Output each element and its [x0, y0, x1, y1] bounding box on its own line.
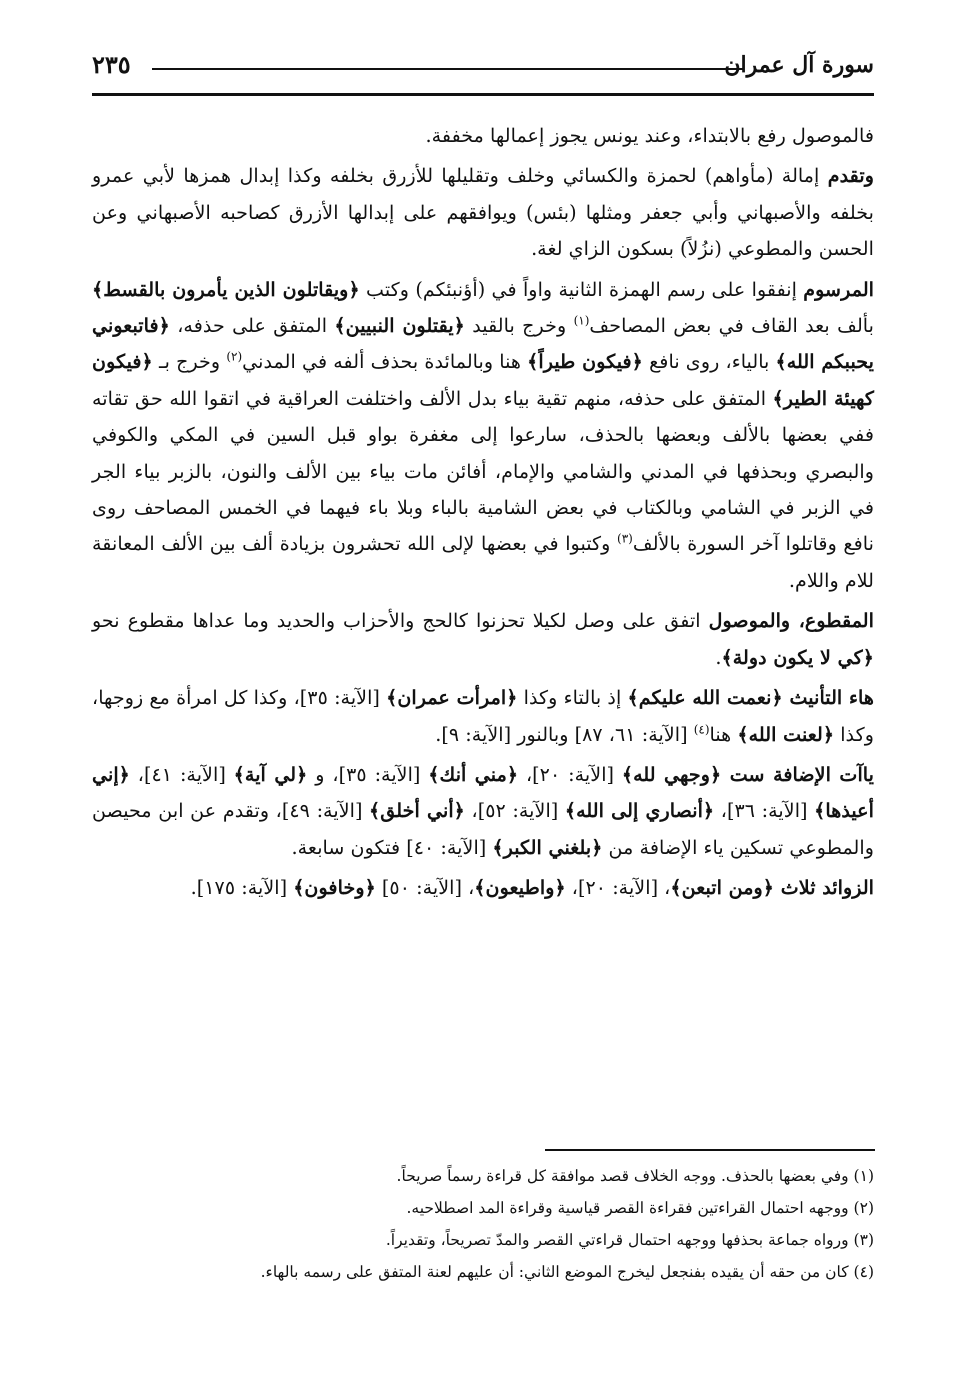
- quran-quote: ﴿كي لا يكون دولة﴾: [721, 645, 874, 669]
- quran-quote: ﴿فاتبعوني يحببكم الله﴾: [92, 314, 874, 374]
- footnote-3: (٣) ورواه جماعة بحذفها ووجهه احتمال قراءتي القصر والمدّ تصريحاً، وتقديراً.: [385, 1231, 874, 1249]
- footnote-1: (١) وفي بعضها بالحذف. ووجه الخلاف قصد موافقة كل قراءة رسماً صريحاً.: [396, 1167, 874, 1185]
- quran-quote: ﴿وجهي لله﴾: [621, 762, 730, 786]
- header-rule: [92, 93, 874, 96]
- footnote-2: (٢) ووجهه احتمال القراءتين فقراءة القصر قياسية وقراءة المد اصطلاحيه.: [406, 1199, 874, 1217]
- quran-quote: ﴿لي آية﴾: [233, 762, 308, 786]
- quran-quote: ﴿فيكون كهيئة الطير﴾: [92, 350, 874, 410]
- quran-quote: ﴿يقتلون النبيين﴾: [334, 314, 465, 338]
- quran-quote: ﴿مني أنك﴾: [428, 762, 519, 786]
- paragraph-heading: الزوائد ثلاث: [780, 876, 874, 900]
- header-divider-line: [152, 68, 744, 70]
- paragraph-heading: وتقدم: [827, 164, 874, 188]
- quran-quote: ﴿وخافون﴾: [293, 876, 376, 900]
- footnote-4: (٤) كان من حقه أن يقيده بفنجعل ليخرج الموضع الثاني: أن عليهم لعنة المتفق على رسمه بالهاء.: [260, 1263, 874, 1281]
- paragraph-heading: ياآت الإضافة ست: [729, 762, 874, 786]
- paragraph-6: ياآت الإضافة ست ﴿وجهي لله﴾ [الآية: ٢٠]، ﴿مني أنك﴾ [الآية: ٣٥]، و ﴿لي آية﴾ [الآية: ٤١]، ﴿إني أعيذها﴾ [الآية: ٣٦]، ﴿أنصاري إلى الله﴾ [الآية: ٥٢]، ﴿أني أخلق﴾ [الآية: ٤٩]، وتقدم عن ابن محيصن والمطوعي تسكين ياء الإضافة من ﴿بلغني الكبر﴾ [الآية: ٤٠] فتكون سابعة.: [92, 762, 874, 859]
- paragraph-3: المرسوم إنفقوا على رسم الهمزة الثانية واواً في (أؤنبئكم) وكتب ﴿ويقاتلون الذين يأمرون بالقسط﴾ بألف بعد القاف في بعض المصاحف$^{(١)}$ وخرج بالقيد ﴿يقتلون النبيين﴾ المتفق على حذفه، ﴿فاتبعوني يحببكم الله﴾ بالياء، روى نافع ﴿فيكون طيراً﴾ هنا وبالمائدة بحذف ألفه في المدني$^{(٢)}$ وخرج بـ ﴿فيكون كهيئة الطير﴾ المتفق على حذفه، منهم تقية بياء بدل الألف واختلفت العراقية في اتقوا الله حق تقاته ففي بعضها بالألف وبعضها بالحذف، سارعوا إلى مغفرة بواو قبل السين في المكي والكوفي والبصري وبحذفها في المدني والشامي والإمام، أفائن مات بياء بين الألف والنون، بالزبر بياء الجر في الزبر في الشامي وبالكتاب في بعض الشامية بالباء وبلا باء فيهما في الخمس المصاحف روى نافع وقاتلوا آخر السورة بالألف$^{(٣)}$ وكتبوا في بعضها لإلى الله تحشرون بزيادة ألف بين الألف المعانقة للام واللام.: [92, 277, 874, 592]
- quran-quote: ﴿أنصاري إلى الله﴾: [564, 799, 715, 823]
- quran-quote: ﴿أني أخلق﴾: [369, 799, 465, 823]
- quran-quote: ﴿فيكون طيراً﴾: [527, 350, 643, 374]
- quran-quote: ﴿نعمت الله عليكم﴾: [627, 686, 790, 710]
- paragraph-heading: المقطوع، والموصول: [708, 609, 874, 633]
- paragraph-4: المقطوع، والموصول اتفق على وصل لكيلا تحزنوا كالحج والأحزاب والحديد وما عداها مقطوع نحو ﴿كي لا يكون دولة﴾.: [92, 609, 874, 669]
- paragraph-1: فالموصول رفع بالابتداء، وعند يونس يجوز إعمالها مخففة.: [425, 124, 874, 147]
- quran-quote: ﴿ويقاتلون الذين يأمرون بالقسط﴾: [92, 277, 360, 301]
- footnote-ref-3: (٣): [617, 532, 633, 547]
- quran-quote: ﴿واطيعون﴾: [474, 876, 566, 900]
- paragraph-2: وتقدم إمالة (مأواهم) لحمزة والكسائي وخلف وتقليلها للأزرق بخلفه وكذا إبدال همزها لأبي عمرو بخلفه والأصبهاني وأبي جعفر ومثلها (بئس) ويوافقهم على إبدالها الأزرق كصاحبه الأصبهاني وعن الحسن والمطوعي (نزُلاً) بسكون الزاي لغة.: [92, 164, 874, 261]
- footnote-ref-1: (١): [573, 313, 590, 328]
- paragraph-heading: هاء التأنيث: [789, 686, 874, 710]
- paragraph-heading: المرسوم: [803, 277, 874, 301]
- footnote-ref-2: (٢): [226, 350, 243, 365]
- main-text: [92, 118, 874, 911]
- paragraph-5: هاء التأنيث ﴿نعمت الله عليكم﴾ إذ بالتاء وكذا ﴿امرأت عمران﴾ [الآية: ٣٥]، وكذا كل امرأة مع زوجها، وكذا ﴿لعنت الله﴾ هنا$^{(٤)}$ [الآية: ٦١، ٨٧] وبالنور [الآية: ٩].: [92, 686, 874, 746]
- page-number: ٢٣٥: [92, 50, 131, 79]
- page-header: [92, 44, 874, 96]
- quran-quote: ﴿بلغني الكبر﴾: [492, 835, 603, 859]
- quran-quote: ﴿امرأت عمران﴾: [386, 686, 518, 710]
- quran-quote: ﴿ومن اتبعن﴾: [670, 876, 781, 900]
- footnote-ref-4: (٤): [693, 722, 710, 737]
- quran-quote: ﴿إني أعيذها﴾: [92, 762, 874, 823]
- quran-quote: ﴿لعنت الله﴾: [737, 722, 835, 746]
- footnote-separator: [545, 1149, 875, 1151]
- paragraph-7: الزوائد ثلاث ﴿ومن اتبعن﴾، [الآية: ٢٠]، ﴿واطيعون﴾، [الآية: ٥٠] ﴿وخافون﴾ [الآية: ١٧٥].: [190, 876, 874, 900]
- footnotes: [140, 1160, 874, 1288]
- surah-title: سورة آل عمران: [724, 52, 874, 78]
